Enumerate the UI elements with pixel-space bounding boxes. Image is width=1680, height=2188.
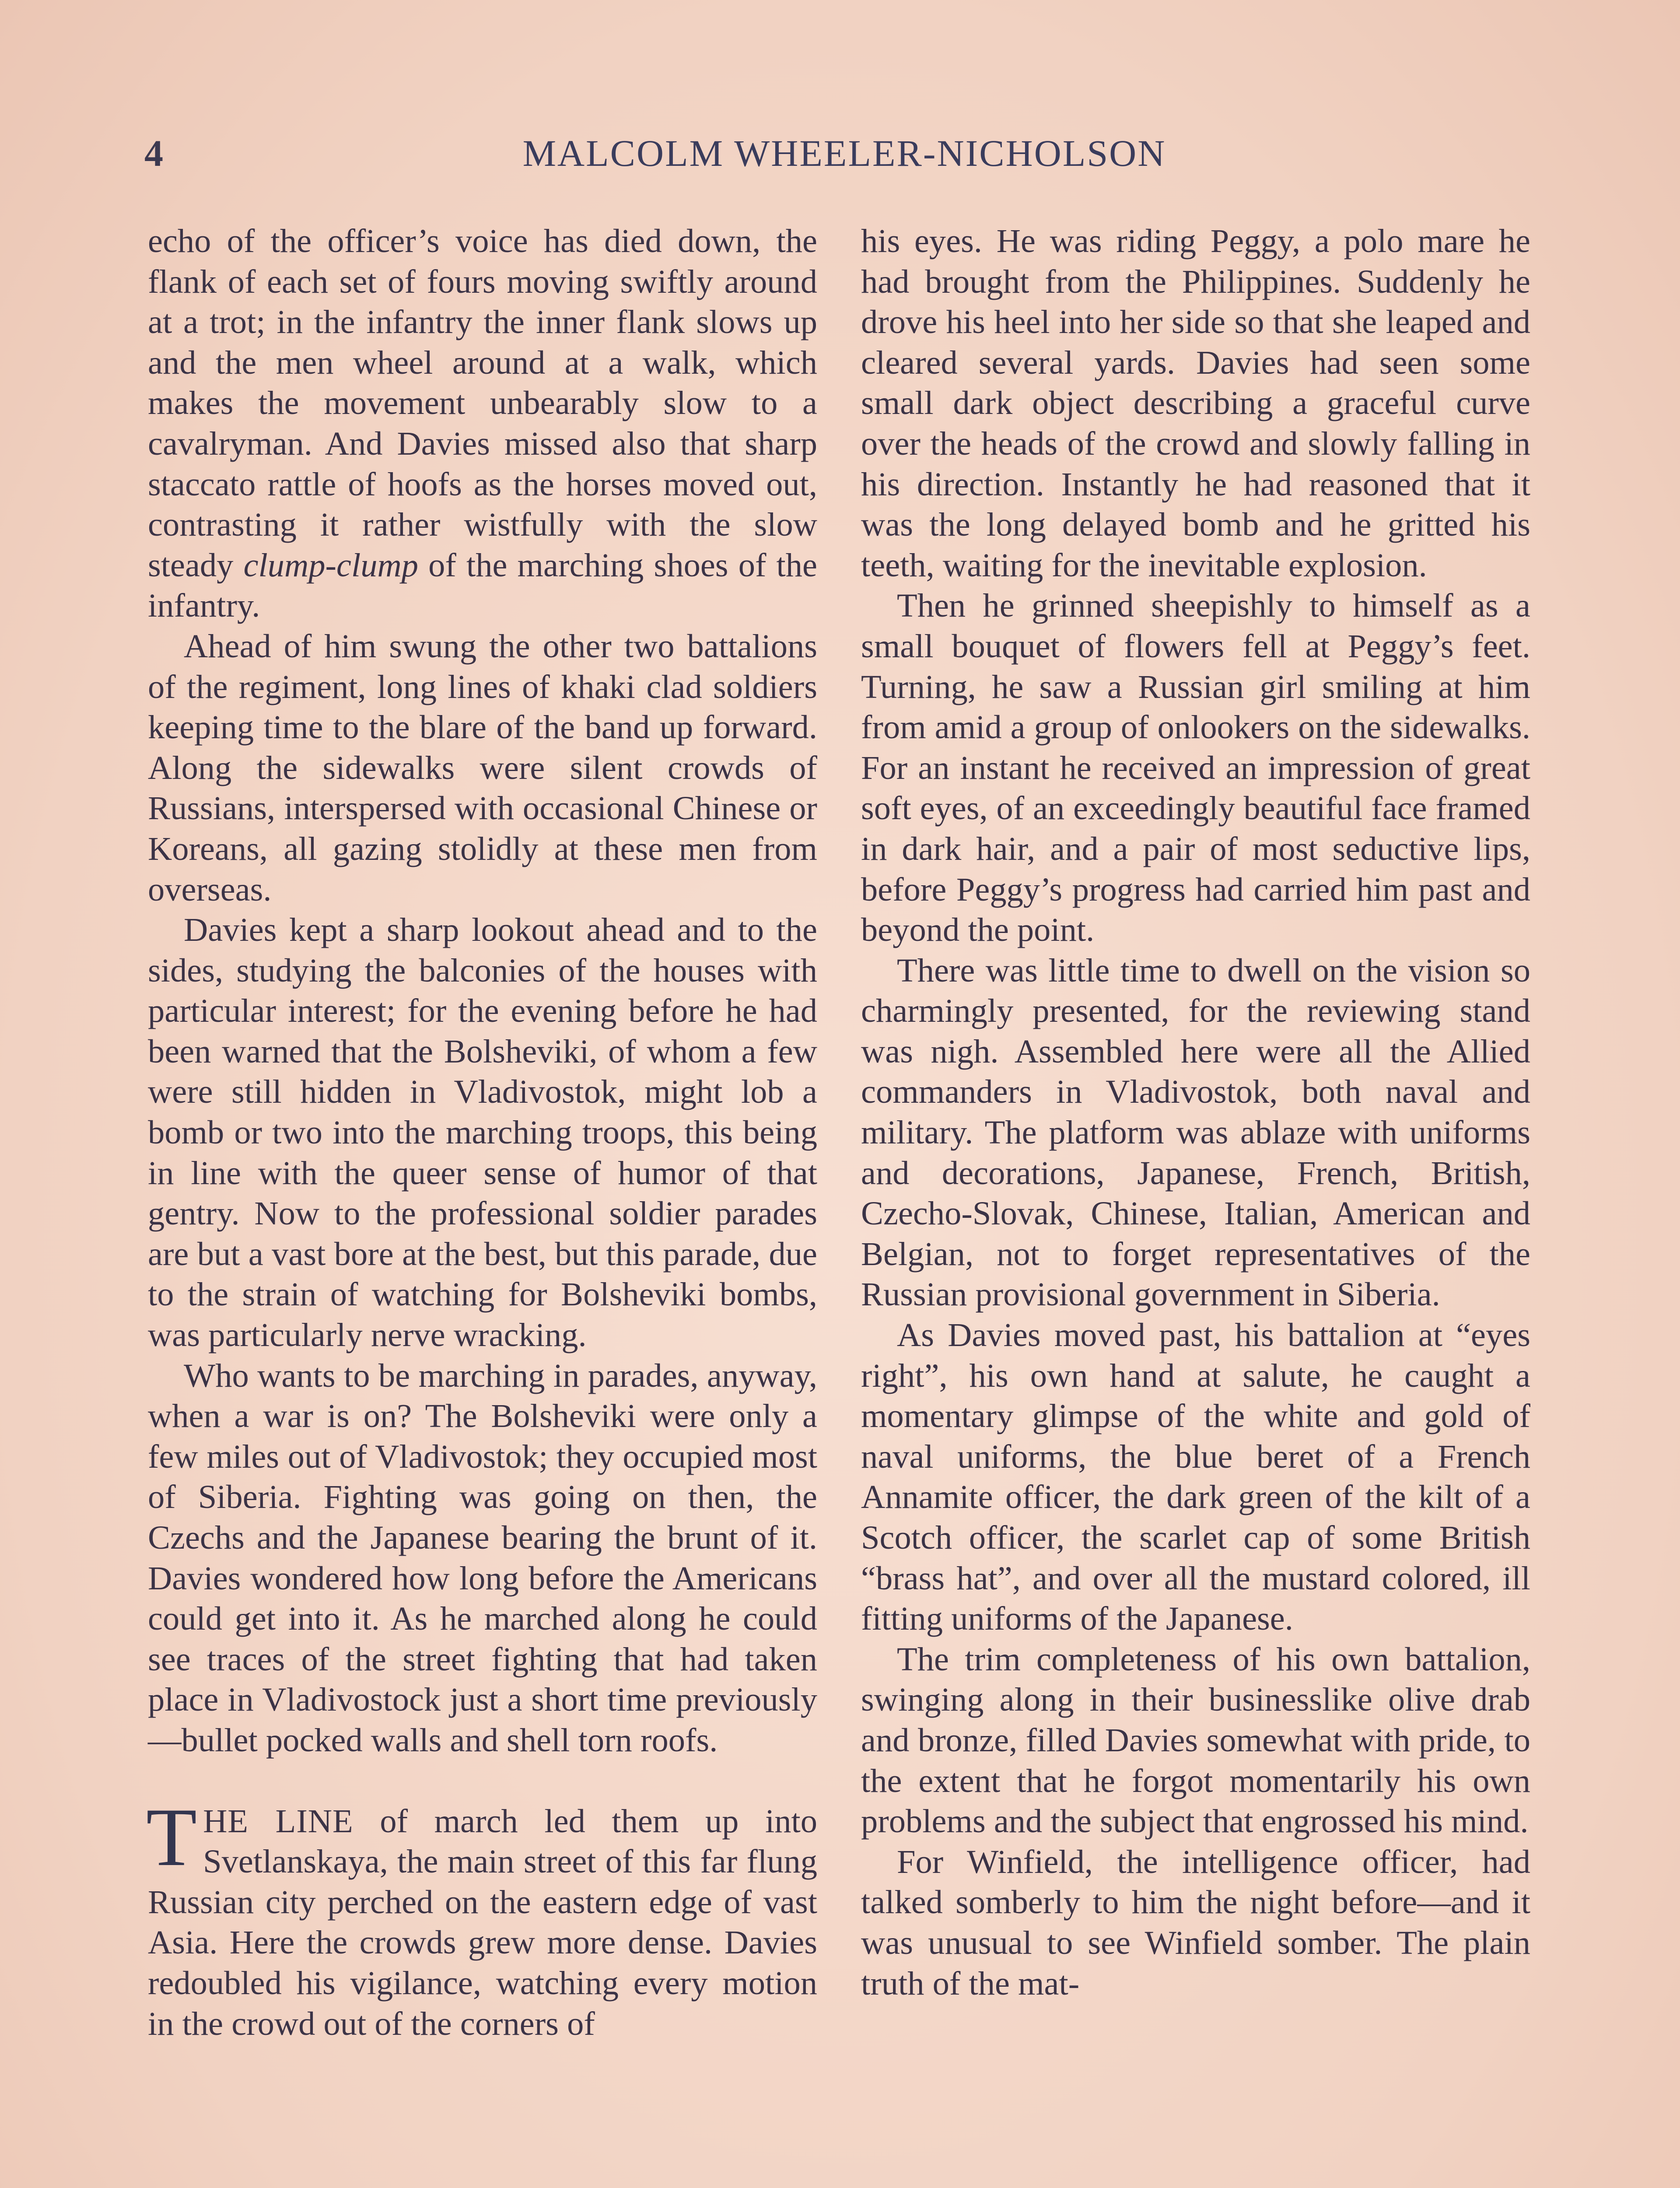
lead-in-caps: HE LINE [203, 1802, 354, 1840]
paragraph: The trim completeness of his own battalion, swinging along in their businesslike olive drab and bronze, filled Davies somewhat with pride, to the extent that he forgot momentarily his own problems and the subject that engrossed his mind. [861, 1640, 1530, 1840]
italic-phrase: clump-clump [243, 546, 418, 584]
right-column [861, 221, 1530, 2004]
paragraph: Who wants to be marching in parades, anyway, when a war is on? The Bolsheviki were only a few miles out of Vladivostok; they occupied most of Siberia. Fighting was going on then, the Czechs and the Japanese bearing the brunt of it. Davies wondered how long before the Americans could get into it. As he marched along he could see traces of the street fighting that had taken place in Vladivostock just a short time previously—bullet pocked walls and shell torn roofs. [148, 1357, 817, 1759]
section-opening-paragraph: THE LINE of march led them up into Svetlanskaya, the main street of this far flung Russian city perched on the eastern edge of vast Asia. Here the crowds grew more dense. Davies redoubled his vigilance, watching every motion in the crowd out of the corners of [146, 1791, 818, 2042]
paragraph: As Davies moved past, his battalion at “eyes right”, his own hand at salute, he caught a momentary glimpse of the white and gold of naval uniforms, the blue beret of a French Annamite officer, the dark green of the kilt of a Scotch officer, the scarlet cap of some British “brass hat”, and over all the mustard colored, ill fitting uniforms of the Japanese. [861, 1316, 1530, 1637]
left-column [148, 221, 817, 2044]
drop-cap: T [146, 1791, 197, 1883]
paragraph: There was little time to dwell on the vision so charmingly presented, for the reviewing stand was nigh. Assembled here were all the Allied commanders in Vladivostok, both naval and military. The platform was ablaze with uniforms and decorations, Japanese, French, British, Czecho-Slovak, Chinese, Italian, American and Belgian, not to forget representatives of the Russian provisional government in Siberia. [861, 951, 1530, 1313]
page-number: 4 [144, 132, 163, 174]
paragraph: Ahead of him swung the other two battalions of the regiment, long lines of khaki clad soldiers keeping time to the blare of the band up forward. Along the sidewalks were silent crowds of Russians, interspersed with occasional Chinese or Koreans, all gazing stolidly at these men from overseas. [148, 627, 817, 908]
paragraph: Davies kept a sharp lookout ahead and to the sides, studying the balconies of the houses with particular interest; for the evening before he had been warned that the Bolsheviki, of whom a few were still hidden in Vladivostok, might lob a bomb or two into the marching troops, this being in line with the queer sense of humor of that gentry. Now to the professional soldier parades are but a vast bore at the best, but this parade, due to the strain of watching for Bolsheviki bombs, was particularly nerve wracking. [148, 911, 817, 1354]
paragraph: For Winfield, the intelligence officer, had talked somberly to him the night before—and it was unusual to see Winfield somber. The plain truth of the mat- [861, 1843, 1530, 2002]
running-head-author: MALCOLM WHEELER-NICHOLSON [522, 132, 1166, 174]
paragraph: his eyes. He was riding Peggy, a polo mare he had brought from the Philippines. Suddenly he drove his heel into her side so that she leaped and cleared several yards. Davies had seen some small dark object describing a graceful curve over the heads of the crowd and slowly falling in his direction. Instantly he had reasoned that it was the long delayed bomb and he gritted his teeth, waiting for the inevitable explosion. [861, 222, 1530, 584]
paragraph: Then he grinned sheepishly to himself as a small bouquet of flowers fell at Peggy’s feet. Turning, he saw a Russian girl smiling at him from amid a group of onlookers on the sidewalks. For an instant he received an impression of great soft eyes, of an exceedingly beautiful face framed in dark hair, and a pair of most seductive lips, before Peggy’s progress had carried him past and beyond the point. [861, 587, 1530, 949]
paragraph: echo of the officer’s voice has died down, the flank of each set of fours moving swiftly around at a trot; in the infantry the inner flank slows up and the men wheel around at a walk, which makes the movement unbearably slow to a cavalryman. And Davies missed also that sharp staccato rattle of hoofs as the horses moved out, contrasting it rather wistfully with the slow steady clump-clump of the marching shoes of the infantry. [148, 222, 818, 624]
page-header [144, 131, 1544, 184]
